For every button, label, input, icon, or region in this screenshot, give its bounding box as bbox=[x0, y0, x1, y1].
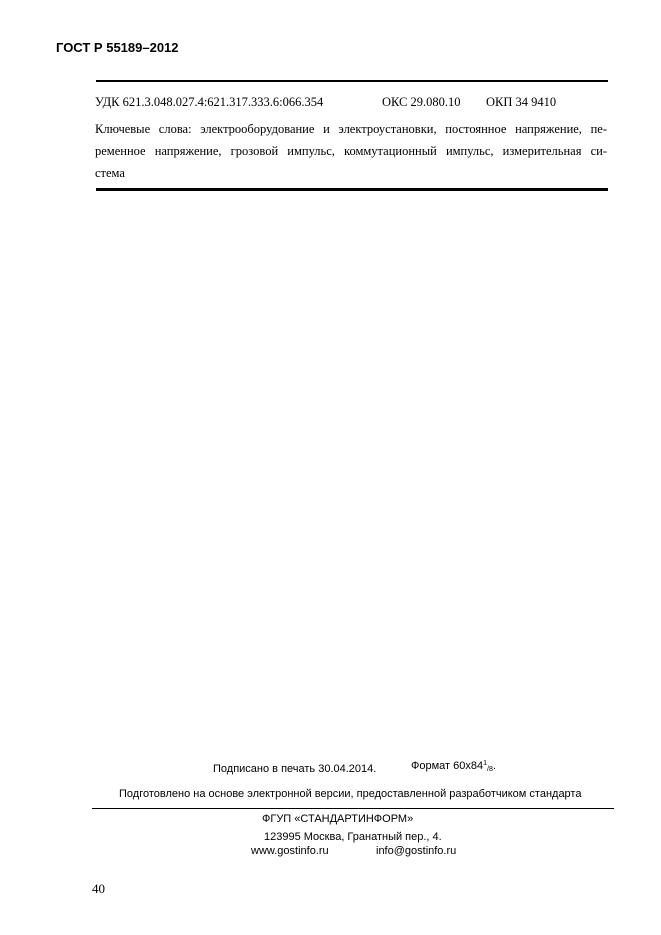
publisher-website: www.gostinfo.ru bbox=[251, 845, 329, 857]
bottom-rule bbox=[96, 188, 608, 191]
publisher-address: 123995 Москва, Гранатный пер., 4. bbox=[264, 831, 442, 843]
prepared-note: Подготовлено на основе электронной версии, предоставленной разработчиком стандарта bbox=[119, 788, 582, 800]
keywords-line-3: стема bbox=[95, 166, 125, 180]
top-rule bbox=[96, 80, 608, 82]
udk-code: УДК 621.3.048.027.4:621.317.333.6:066.354 bbox=[95, 95, 324, 109]
keywords-line-2: ременное напряжение, грозовой импульс, коммутационный импульс, измерительная си- bbox=[95, 144, 607, 158]
print-format bbox=[411, 760, 496, 773]
okp-code: ОКП 34 9410 bbox=[486, 95, 557, 109]
oks-code: ОКС 29.080.10 bbox=[382, 95, 461, 109]
page-number: 40 bbox=[92, 881, 105, 896]
keywords-line-1: Ключевые слова: электрооборудование и электроустановки, постоянное напряжение, пе- bbox=[95, 122, 607, 136]
standard-code-header: ГОСТ Р 55189–2012 bbox=[56, 40, 179, 55]
format-prefix: Формат 60x84 bbox=[411, 760, 484, 772]
format-sub: /8 bbox=[487, 766, 493, 773]
format-sup: 1 bbox=[483, 760, 488, 767]
signed-for-print: Подписано в печать 30.04.2014. bbox=[213, 763, 377, 775]
publisher-name: ФГУП «СТАНДАРТИНФОРМ» bbox=[262, 813, 414, 825]
imprint-rule bbox=[92, 808, 614, 809]
keywords-block bbox=[95, 118, 607, 184]
format-suffix: . bbox=[492, 760, 496, 772]
publisher-email: info@gostinfo.ru bbox=[376, 845, 457, 857]
